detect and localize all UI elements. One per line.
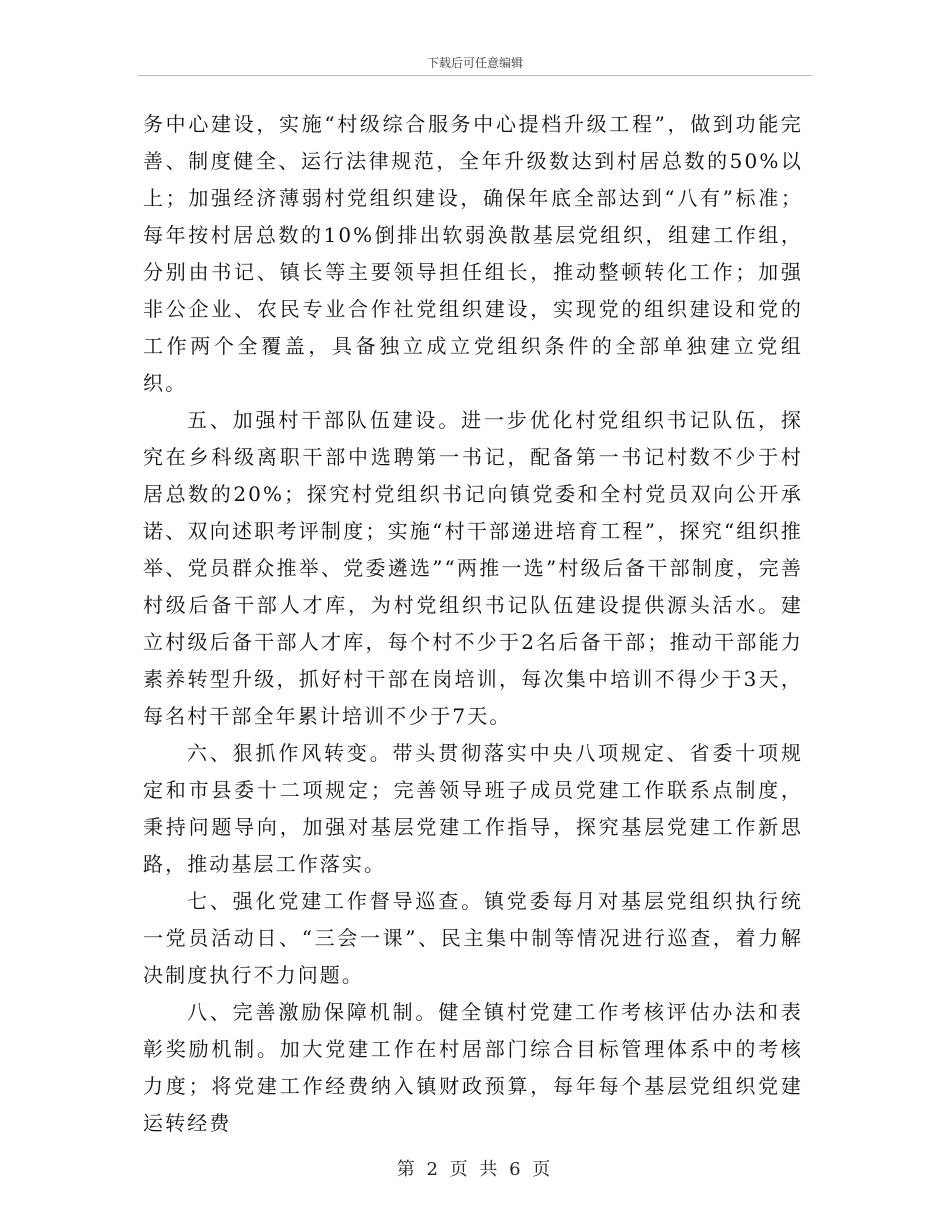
paragraph-section-5: 五、加强村干部队伍建设。进一步优化村党组织书记队伍，探究在乡科级离职干部中选聘第一书记，配备第一书记村数不少于村居总数的20%；探究村党组织书记向镇党委和全村党员双向公开承诺、双向述职考评制度；实施“村干部递进培育工程”，探究“组织推举、党员群众推举、党委遴选”“两推一选”村级后备干部制度，完善村级后备干部人才库，为村党组织书记队伍建设提供源头活水。建立村级后备干部人才库，每个村不少于2名后备干部；推动干部能力素养转型升级，抓好村干部在岗培训，每次集中培训不得少于3天，每名村干部全年累计培训不少于7天。 xyxy=(143,408,803,728)
paragraph-continued: 务中心建设，实施“村级综合服务中心提档升级工程”，做到功能完善、制度健全、运行法律规范，全年升级数达到村居总数的50%以上；加强经济薄弱村党组织建设，确保年底全部达到“八有”标准；每年按村居总数的10%倒排出软弱涣散基层党组织，组建工作组，分别由书记、镇长等主要领导担任组长，推动整顿转化工作；加强非公企业、农民专业合作社党组织建设，实现党的组织建设和党的工作两个全覆盖，具备独立成立党组织条件的全部单独建立党组织。 xyxy=(143,112,803,395)
paragraph-section-7: 七、强化党建工作督导巡查。镇党委每月对基层党组织执行统一党员活动日、“三会一课”、民主集中制等情况进行巡查，着力解决制度执行不力问题。 xyxy=(143,889,803,987)
header-divider xyxy=(138,75,812,76)
paragraph-section-8: 八、完善激励保障机制。健全镇村党建工作考核评估办法和表彰奖励机制。加大党建工作在村居部门综合目标管理体系中的考核力度；将党建工作经费纳入镇财政预算，每年每个基层党组织党建运转经费 xyxy=(143,1000,803,1135)
page-header: 下载后可任意编辑 xyxy=(426,56,523,70)
page-number-footer: 第 2 页 共 6 页 xyxy=(396,1159,554,1180)
document-body xyxy=(143,106,803,1142)
paragraph-section-6: 六、狠抓作风转变。带头贯彻落实中央八项规定、省委十项规定和市县委十二项规定；完善领导班子成员党建工作联系点制度，秉持问题导向，加强对基层党建工作指导，探究基层党建工作新思路，推动基层工作落实。 xyxy=(143,741,803,876)
